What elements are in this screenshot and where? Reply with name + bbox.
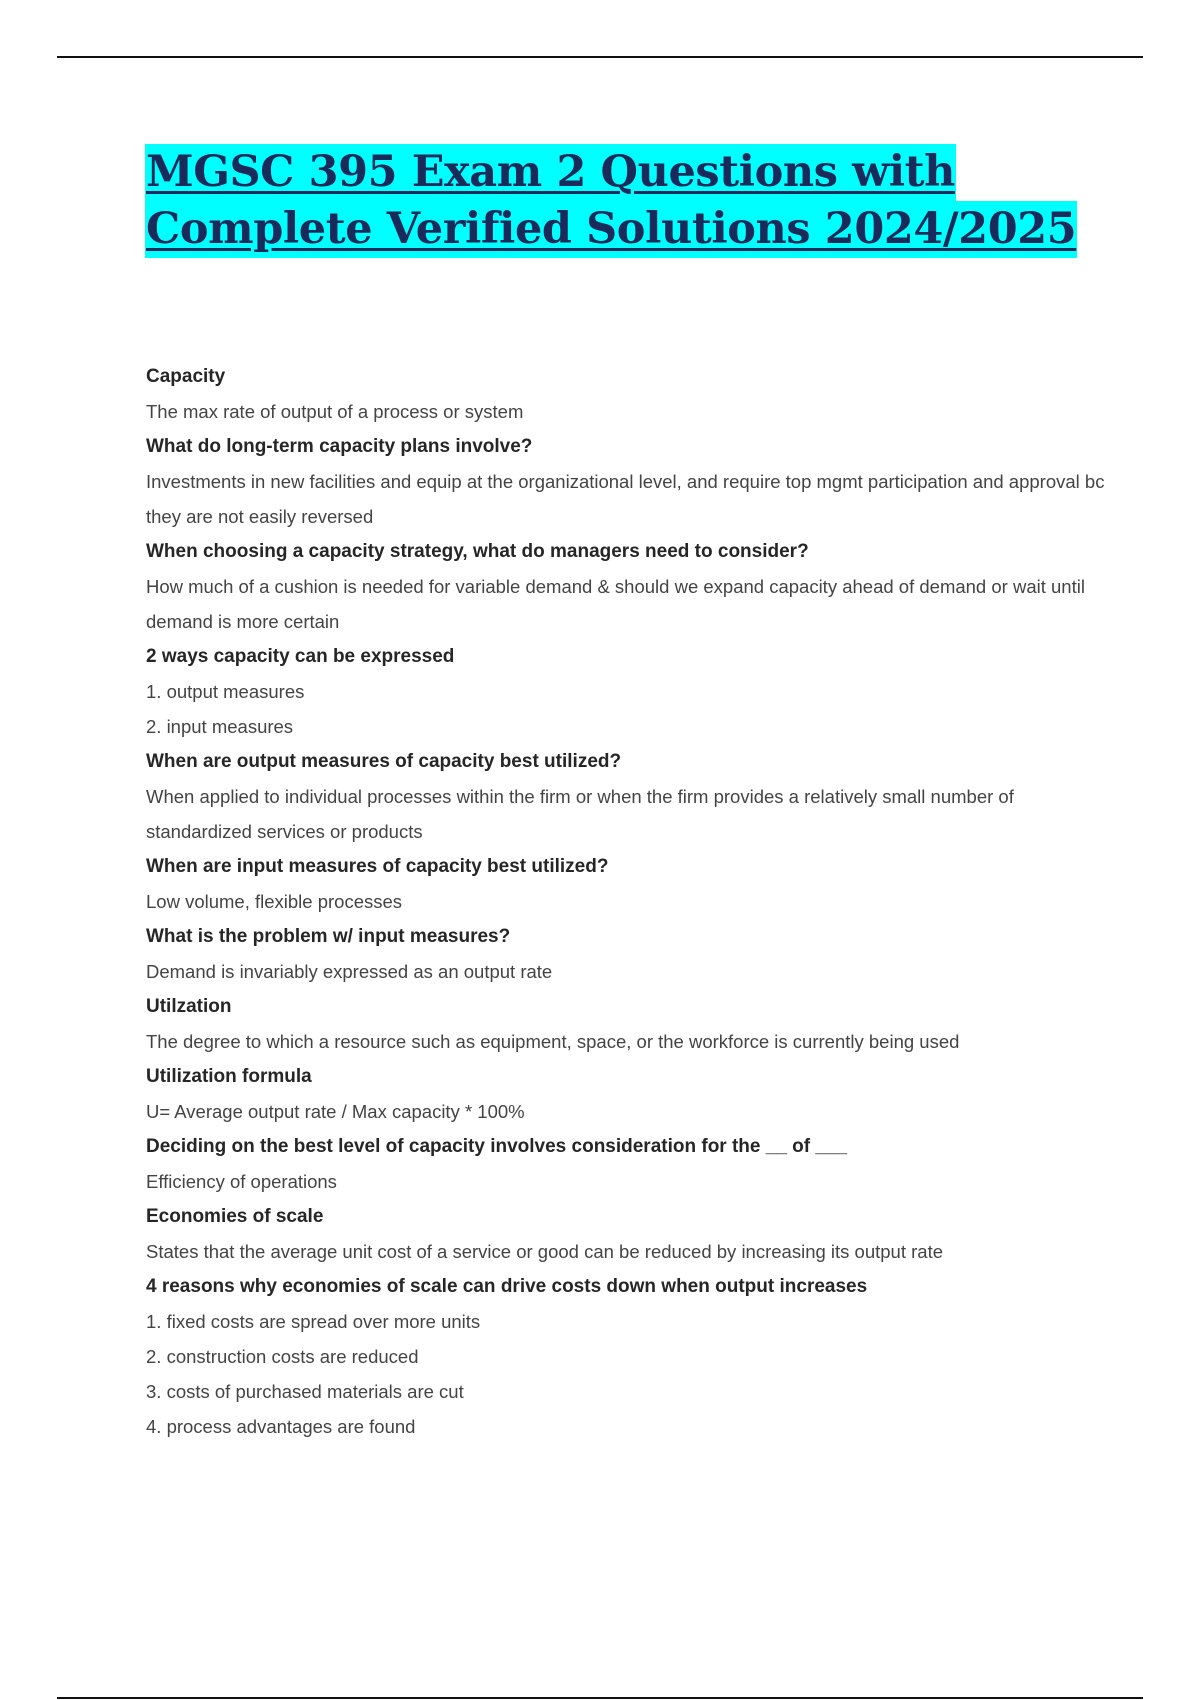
answer-text: Efficiency of operations [146,1171,337,1192]
question-heading: When are output measures of capacity best utilized? [146,751,622,772]
answer-text: States that the average unit cost of a service or good can be reduced by increasing its output rate [146,1241,944,1262]
qa-content [146,359,1106,1444]
bottom-rule [57,1697,1143,1699]
question-heading: What do long-term capacity plans involve? [146,436,533,457]
answer-text: How much of a cushion is needed for variable demand & should we expand capacity ahead of demand or wait until demand is more certain [146,576,1085,632]
answer-list-item: 1. output measures [146,681,305,702]
question-heading: Deciding on the best level of capacity involves consideration for the __ of ___ [146,1136,848,1157]
question-heading: What is the problem w/ input measures? [146,926,511,947]
answer-list-item: 3. costs of purchased materials are cut [146,1381,464,1402]
answer-text: The max rate of output of a process or system [146,401,524,422]
question-heading: Utilization formula [146,1066,312,1087]
answer-text: Investments in new facilities and equip at the organizational level, and require top mgmt participation and approval bc they are not easily reversed [146,471,1105,527]
page-title [145,144,1105,258]
question-heading: Economies of scale [146,1206,324,1227]
title-line-1: MGSC 395 Exam 2 Questions with [145,144,956,201]
answer-text: Demand is invariably expressed as an output rate [146,961,553,982]
question-heading: When are input measures of capacity best utilized? [146,856,609,877]
answer-list-item: 2. construction costs are reduced [146,1346,419,1367]
title-line-2: Complete Verified Solutions 2024/2025 [145,201,1077,258]
answer-text: Low volume, flexible processes [146,891,403,912]
question-heading: 2 ways capacity can be expressed [146,646,455,667]
answer-text: The degree to which a resource such as equipment, space, or the workforce is currently being used [146,1031,960,1052]
answer-list-item: 2. input measures [146,716,294,737]
answer-text: U= Average output rate / Max capacity * 100% [146,1101,525,1122]
answer-text: When applied to individual processes within the firm or when the firm provides a relatively small number of standardized services or products [146,786,1014,842]
question-heading: When choosing a capacity strategy, what do managers need to consider? [146,541,809,562]
top-rule [57,56,1143,58]
question-heading: Capacity [146,366,226,387]
question-heading: Utilzation [146,996,232,1017]
answer-list-item: 1. fixed costs are spread over more units [146,1311,481,1332]
question-heading: 4 reasons why economies of scale can drive costs down when output increases [146,1276,868,1297]
answer-list-item: 4. process advantages are found [146,1416,416,1437]
